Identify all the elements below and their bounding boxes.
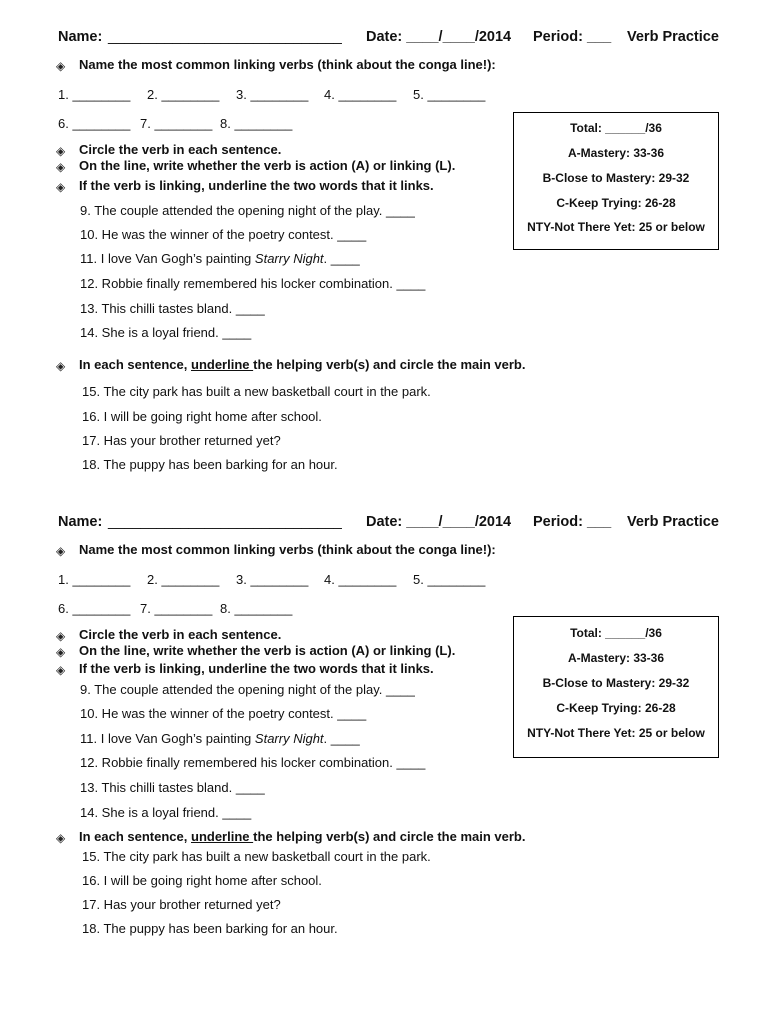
name-label: Name: [58, 514, 103, 530]
score-box [513, 112, 719, 250]
blank-5[interactable]: 5. ________ [413, 87, 486, 102]
blank-5[interactable]: 5. ________ [413, 572, 486, 587]
score-nty: NTY-Not There Yet: 25 or below [527, 220, 705, 234]
helping-verb-instruction: In each sentence, underline the helping verb(s) and circle the main verb. [79, 357, 526, 372]
sentence-18: 18. The puppy has been barking for an hour. [82, 457, 338, 472]
score-c-keep-trying: C-Keep Trying: 26-28 [556, 196, 676, 210]
blank-4[interactable]: 4. ________ [324, 572, 397, 587]
sentence-13: 13. This chilli tastes bland. ____ [80, 301, 265, 316]
sentence-13: 13. This chilli tastes bland. ____ [80, 780, 265, 795]
blank-4[interactable]: 4. ________ [324, 87, 397, 102]
blank-6[interactable]: 6. ________ [58, 601, 131, 616]
name-label: Name: [58, 29, 103, 45]
sentence-17: 17. Has your brother returned yet? [82, 433, 281, 448]
diamond-bullet-icon: ◈ [56, 544, 66, 558]
blank-8[interactable]: 8. ________ [220, 116, 293, 131]
name-blank[interactable]: _____________________________ [108, 29, 342, 45]
sentence-12: 12. Robbie finally remembered his locker combination. ____ [80, 755, 426, 770]
blank-1[interactable]: 1. ________ [58, 87, 131, 102]
score-box [513, 616, 719, 758]
diamond-bullet-icon: ◈ [56, 160, 66, 174]
diamond-bullet-icon: ◈ [56, 831, 66, 845]
blank-2[interactable]: 2. ________ [147, 572, 220, 587]
sentence-10: 10. He was the winner of the poetry contest. ____ [80, 227, 367, 242]
name-blank[interactable]: _____________________________ [108, 514, 342, 530]
date-field[interactable]: Date: ____/____/2014 [366, 514, 512, 530]
blank-2[interactable]: 2. ________ [147, 87, 220, 102]
blank-1[interactable]: 1. ________ [58, 572, 131, 587]
sentence-17: 17. Has your brother returned yet? [82, 897, 281, 912]
diamond-bullet-icon: ◈ [56, 359, 66, 373]
diamond-bullet-icon: ◈ [56, 645, 66, 659]
worksheet-top [0, 0, 770, 485]
score-a-mastery: A-Mastery: 33-36 [567, 651, 665, 665]
score-b-close: B-Close to Mastery: 29-32 [542, 676, 690, 690]
sentence-15: 15. The city park has built a new basketball court in the park. [82, 849, 431, 864]
verb-instruction-3: If the verb is linking, underline the two words that it links. [79, 661, 434, 676]
sentence-9: 9. The couple attended the opening night of the play. ____ [80, 203, 415, 218]
verb-instruction-2: On the line, write whether the verb is action (A) or linking (L). [79, 643, 456, 658]
sentence-9: 9. The couple attended the opening night of the play. ____ [80, 682, 415, 697]
diamond-bullet-icon: ◈ [56, 59, 66, 73]
page-title: Verb Practice [627, 29, 719, 45]
blank-3[interactable]: 3. ________ [236, 87, 309, 102]
diamond-bullet-icon: ◈ [56, 144, 66, 158]
linking-verbs-instruction: Name the most common linking verbs (think about the conga line!): [79, 57, 496, 72]
helping-verb-instruction: In each sentence, underline the helping verb(s) and circle the main verb. [79, 829, 526, 844]
score-nty: NTY-Not There Yet: 25 or below [527, 726, 705, 740]
sentence-14: 14. She is a loyal friend. ____ [80, 325, 252, 340]
blank-3[interactable]: 3. ________ [236, 572, 309, 587]
diamond-bullet-icon: ◈ [56, 180, 66, 194]
sentence-11: 11. I love Van Gogh’s painting Starry Night. ____ [80, 251, 360, 266]
blank-7[interactable]: 7. ________ [140, 116, 213, 131]
period-field[interactable]: Period: ___ [533, 514, 612, 530]
sentence-11: 11. I love Van Gogh’s painting Starry Night. ____ [80, 731, 360, 746]
sentence-18: 18. The puppy has been barking for an hour. [82, 921, 338, 936]
period-field[interactable]: Period: ___ [533, 29, 612, 45]
sentence-12: 12. Robbie finally remembered his locker combination. ____ [80, 276, 426, 291]
verb-instruction-3: If the verb is linking, underline the two words that it links. [79, 178, 434, 193]
linking-verbs-instruction: Name the most common linking verbs (think about the conga line!): [79, 542, 496, 557]
blank-6[interactable]: 6. ________ [58, 116, 131, 131]
date-field[interactable]: Date: ____/____/2014 [366, 29, 512, 45]
sentence-16: 16. I will be going right home after school. [82, 873, 322, 888]
score-a-mastery: A-Mastery: 33-36 [567, 146, 665, 160]
sentence-15: 15. The city park has built a new basketball court in the park. [82, 384, 431, 399]
blank-7[interactable]: 7. ________ [140, 601, 213, 616]
diamond-bullet-icon: ◈ [56, 663, 66, 677]
score-c-keep-trying: C-Keep Trying: 26-28 [556, 701, 676, 715]
score-total: Total: ______/36 [570, 121, 662, 135]
score-total: Total: ______/36 [570, 626, 662, 640]
verb-instruction-1: Circle the verb in each sentence. [79, 627, 282, 642]
sentence-16: 16. I will be going right home after school. [82, 409, 322, 424]
verb-instruction-2: On the line, write whether the verb is action (A) or linking (L). [79, 158, 456, 173]
page-title: Verb Practice [627, 514, 719, 530]
sentence-10: 10. He was the winner of the poetry contest. ____ [80, 706, 367, 721]
sentence-14: 14. She is a loyal friend. ____ [80, 805, 252, 820]
verb-instruction-1: Circle the verb in each sentence. [79, 142, 282, 157]
worksheet-bottom [0, 485, 770, 970]
diamond-bullet-icon: ◈ [56, 629, 66, 643]
score-b-close: B-Close to Mastery: 29-32 [542, 171, 690, 185]
blank-8[interactable]: 8. ________ [220, 601, 293, 616]
